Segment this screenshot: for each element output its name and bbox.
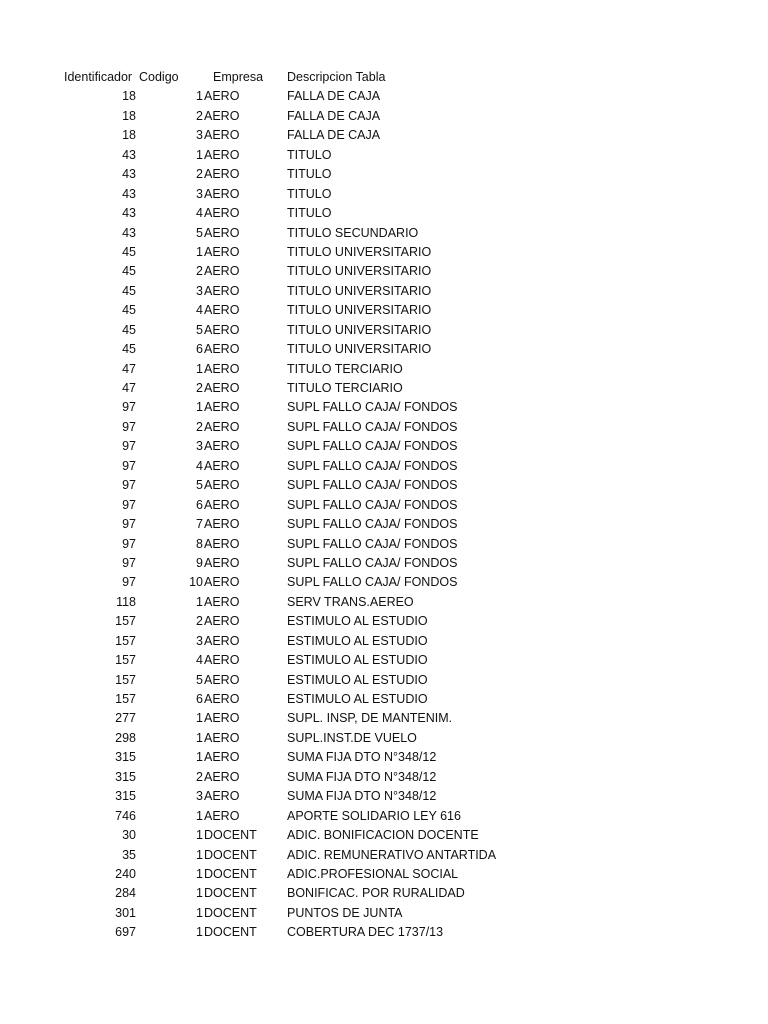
table-row (0, 651, 768, 670)
cell-identificador: 97 (122, 419, 136, 434)
cell-identificador: 45 (122, 244, 136, 259)
table-row (0, 379, 768, 398)
cell-codigo: 9 (196, 555, 203, 570)
cell-empresa: AERO (204, 517, 240, 532)
cell-identificador: 18 (122, 128, 136, 143)
cell-descripcion: SUPL FALLO CAJA/ FONDOS (287, 536, 458, 551)
cell-descripcion: SUPL FALLO CAJA/ FONDOS (287, 555, 458, 570)
cell-empresa: AERO (204, 750, 240, 765)
cell-descripcion: TITULO UNIVERSITARIO (287, 264, 432, 279)
cell-identificador: 315 (115, 750, 136, 765)
header-codigo: Codigo (139, 70, 179, 84)
cell-descripcion: FALLA DE CAJA (287, 128, 381, 143)
cell-empresa: AERO (204, 283, 240, 298)
cell-descripcion: SUPL FALLO CAJA/ FONDOS (287, 497, 458, 512)
cell-codigo: 1 (196, 89, 203, 104)
cell-descripcion: TITULO UNIVERSITARIO (287, 283, 432, 298)
cell-codigo: 2 (196, 769, 203, 784)
cell-codigo: 5 (196, 225, 203, 240)
cell-codigo: 6 (196, 497, 203, 512)
spreadsheet-table (0, 68, 768, 943)
cell-codigo: 1 (196, 750, 203, 765)
cell-identificador: 97 (122, 555, 136, 570)
cell-empresa: AERO (204, 730, 240, 745)
cell-codigo: 1 (196, 847, 203, 862)
cell-codigo: 5 (196, 322, 203, 337)
cell-identificador: 97 (122, 517, 136, 532)
table-row (0, 612, 768, 631)
cell-descripcion: SUPL FALLO CAJA/ FONDOS (287, 400, 458, 415)
cell-identificador: 45 (122, 342, 136, 357)
cell-descripcion: ESTIMULO AL ESTUDIO (287, 633, 428, 648)
table-row (0, 787, 768, 806)
cell-empresa: AERO (204, 206, 240, 221)
cell-identificador: 301 (115, 905, 136, 920)
cell-descripcion: SUPL FALLO CAJA/ FONDOS (287, 478, 458, 493)
cell-identificador: 97 (122, 458, 136, 473)
cell-empresa: DOCENT (204, 828, 257, 843)
cell-codigo: 3 (196, 186, 203, 201)
cell-identificador: 240 (115, 866, 136, 881)
table-row (0, 923, 768, 942)
table-row (0, 243, 768, 262)
cell-descripcion: SUMA FIJA DTO N°348/12 (287, 789, 437, 804)
table-row (0, 535, 768, 554)
table-row (0, 224, 768, 243)
cell-empresa: AERO (204, 244, 240, 259)
cell-identificador: 45 (122, 322, 136, 337)
table-row (0, 476, 768, 495)
table-row (0, 515, 768, 534)
cell-codigo: 1 (196, 147, 203, 162)
cell-descripcion: TITULO UNIVERSITARIO (287, 342, 432, 357)
cell-codigo: 1 (196, 244, 203, 259)
cell-descripcion: SUPL FALLO CAJA/ FONDOS (287, 458, 458, 473)
table-row (0, 496, 768, 515)
cell-codigo: 5 (196, 478, 203, 493)
cell-descripcion: SUPL FALLO CAJA/ FONDOS (287, 575, 458, 590)
table-row (0, 632, 768, 651)
table-row (0, 204, 768, 223)
cell-descripcion: SUPL.INST.DE VUELO (287, 730, 417, 745)
cell-codigo: 3 (196, 439, 203, 454)
cell-descripcion: TITULO UNIVERSITARIO (287, 303, 432, 318)
cell-codigo: 1 (196, 808, 203, 823)
cell-descripcion: SUMA FIJA DTO N°348/12 (287, 769, 437, 784)
cell-identificador: 315 (115, 789, 136, 804)
cell-identificador: 43 (122, 206, 136, 221)
cell-identificador: 746 (115, 808, 136, 823)
cell-identificador: 157 (115, 633, 136, 648)
cell-identificador: 97 (122, 575, 136, 590)
cell-empresa: AERO (204, 633, 240, 648)
table-row (0, 340, 768, 359)
table-row (0, 282, 768, 301)
cell-codigo: 6 (196, 692, 203, 706)
cell-codigo: 1 (196, 361, 203, 376)
cell-descripcion: SUPL FALLO CAJA/ FONDOS (287, 517, 458, 532)
cell-empresa: AERO (204, 536, 240, 551)
cell-descripcion: TITULO TERCIARIO (287, 381, 403, 395)
table-row (0, 87, 768, 106)
cell-codigo: 1 (196, 828, 203, 843)
cell-descripcion: FALLA DE CAJA (287, 108, 381, 123)
cell-identificador: 157 (115, 692, 136, 706)
table-body (0, 87, 768, 942)
table-row (0, 554, 768, 573)
cell-empresa: AERO (204, 672, 240, 687)
table-row (0, 865, 768, 884)
cell-codigo: 4 (196, 303, 203, 318)
cell-empresa: AERO (204, 478, 240, 493)
cell-identificador: 45 (122, 283, 136, 298)
table-row (0, 768, 768, 787)
cell-empresa: AERO (204, 419, 240, 434)
table-row (0, 301, 768, 320)
cell-identificador: 30 (122, 828, 136, 843)
cell-codigo: 2 (196, 419, 203, 434)
cell-descripcion: ESTIMULO AL ESTUDIO (287, 614, 428, 629)
cell-codigo: 2 (196, 614, 203, 629)
cell-empresa: AERO (204, 167, 240, 182)
cell-empresa: AERO (204, 789, 240, 804)
cell-empresa: AERO (204, 89, 240, 104)
cell-identificador: 47 (122, 381, 136, 395)
cell-descripcion: SUPL FALLO CAJA/ FONDOS (287, 439, 458, 454)
table-row (0, 904, 768, 923)
header-descripcion: Descripcion Tabla (287, 70, 386, 84)
table-row (0, 418, 768, 437)
table-row (0, 573, 768, 592)
cell-descripcion: TITULO UNIVERSITARIO (287, 244, 432, 259)
cell-identificador: 298 (115, 730, 136, 745)
cell-descripcion: TITULO TERCIARIO (287, 361, 403, 376)
cell-identificador: 45 (122, 303, 136, 318)
cell-empresa: DOCENT (204, 905, 257, 920)
cell-empresa: DOCENT (204, 847, 257, 862)
header-empresa: Empresa (213, 70, 264, 84)
cell-codigo: 4 (196, 206, 203, 221)
cell-empresa: AERO (204, 128, 240, 143)
table-row (0, 593, 768, 612)
cell-codigo: 7 (196, 517, 203, 532)
cell-empresa: AERO (204, 342, 240, 357)
cell-codigo: 5 (196, 672, 203, 687)
cell-empresa: AERO (204, 361, 240, 376)
cell-descripcion: ESTIMULO AL ESTUDIO (287, 672, 428, 687)
cell-empresa: AERO (204, 711, 240, 726)
cell-codigo: 2 (196, 167, 203, 182)
cell-descripcion: ESTIMULO AL ESTUDIO (287, 692, 428, 706)
cell-empresa: AERO (204, 322, 240, 337)
table-row (0, 690, 768, 709)
cell-identificador: 45 (122, 264, 136, 279)
cell-descripcion: ADIC. REMUNERATIVO ANTARTIDA (287, 847, 497, 862)
table-row (0, 398, 768, 417)
cell-empresa: AERO (204, 225, 240, 240)
cell-codigo: 2 (196, 108, 203, 123)
cell-empresa: AERO (204, 614, 240, 629)
table-row (0, 748, 768, 767)
cell-codigo: 2 (196, 381, 203, 395)
cell-identificador: 97 (122, 400, 136, 415)
header-identificador: Identificador (64, 70, 133, 84)
table-row (0, 262, 768, 281)
cell-empresa: AERO (204, 594, 240, 609)
cell-identificador: 97 (122, 439, 136, 454)
table-row (0, 884, 768, 903)
cell-identificador: 157 (115, 653, 136, 668)
cell-identificador: 43 (122, 225, 136, 240)
cell-empresa: DOCENT (204, 866, 257, 881)
table-row (0, 126, 768, 145)
table-row (0, 457, 768, 476)
cell-descripcion: TITULO UNIVERSITARIO (287, 322, 432, 337)
cell-empresa: DOCENT (204, 886, 257, 901)
cell-empresa: AERO (204, 653, 240, 668)
cell-empresa: DOCENT (204, 925, 257, 940)
table-row (0, 826, 768, 845)
cell-identificador: 43 (122, 186, 136, 201)
cell-descripcion: TITULO (287, 206, 332, 221)
cell-descripcion: BONIFICAC. POR RURALIDAD (287, 886, 465, 901)
cell-codigo: 1 (196, 594, 203, 609)
cell-codigo: 3 (196, 128, 203, 143)
cell-identificador: 35 (122, 847, 136, 862)
cell-empresa: AERO (204, 381, 240, 395)
cell-descripcion: TITULO SECUNDARIO (287, 225, 419, 240)
cell-empresa: AERO (204, 147, 240, 162)
cell-empresa: AERO (204, 555, 240, 570)
cell-identificador: 157 (115, 614, 136, 629)
cell-codigo: 1 (196, 866, 203, 881)
cell-empresa: AERO (204, 575, 240, 590)
cell-identificador: 97 (122, 536, 136, 551)
cell-identificador: 47 (122, 361, 136, 376)
cell-identificador: 43 (122, 147, 136, 162)
cell-identificador: 43 (122, 167, 136, 182)
table-row (0, 671, 768, 690)
cell-descripcion: TITULO (287, 167, 332, 182)
table-row (0, 360, 768, 379)
cell-codigo: 8 (196, 536, 203, 551)
cell-codigo: 4 (196, 458, 203, 473)
table-row (0, 729, 768, 748)
cell-codigo: 1 (196, 905, 203, 920)
cell-codigo: 6 (196, 342, 203, 357)
cell-descripcion: SUPL. INSP, DE MANTENIM. (287, 711, 453, 726)
cell-identificador: 315 (115, 769, 136, 784)
table-row (0, 165, 768, 184)
cell-descripcion: ADIC. BONIFICACION DOCENTE (287, 828, 479, 843)
table-header-row (0, 68, 768, 87)
cell-descripcion: TITULO (287, 147, 332, 162)
cell-descripcion: SUPL FALLO CAJA/ FONDOS (287, 419, 458, 434)
cell-empresa: AERO (204, 497, 240, 512)
table-row (0, 437, 768, 456)
cell-descripcion: PUNTOS DE JUNTA (287, 905, 403, 920)
cell-empresa: AERO (204, 808, 240, 823)
cell-empresa: AERO (204, 439, 240, 454)
table-row (0, 846, 768, 865)
cell-identificador: 284 (115, 886, 136, 901)
cell-empresa: AERO (204, 692, 240, 706)
cell-identificador: 118 (116, 594, 136, 609)
cell-codigo: 1 (196, 925, 203, 940)
cell-identificador: 18 (122, 108, 136, 123)
cell-identificador: 157 (115, 672, 136, 687)
table-row (0, 807, 768, 826)
cell-empresa: AERO (204, 186, 240, 201)
table-row (0, 321, 768, 340)
cell-descripcion: TITULO (287, 186, 332, 201)
cell-identificador: 18 (122, 89, 136, 104)
cell-codigo: 1 (196, 400, 203, 415)
cell-codigo: 2 (196, 264, 203, 279)
cell-empresa: AERO (204, 303, 240, 318)
table-row (0, 107, 768, 126)
cell-descripcion: SUMA FIJA DTO N°348/12 (287, 750, 437, 765)
cell-identificador: 97 (122, 497, 136, 512)
cell-codigo: 3 (196, 633, 203, 648)
cell-empresa: AERO (204, 264, 240, 279)
cell-descripcion: COBERTURA DEC 1737/13 (287, 925, 444, 940)
cell-empresa: AERO (204, 108, 240, 123)
cell-codigo: 1 (196, 886, 203, 901)
cell-identificador: 277 (115, 711, 136, 726)
cell-descripcion: FALLA DE CAJA (287, 89, 381, 104)
cell-codigo: 1 (196, 711, 203, 726)
cell-descripcion: ADIC.PROFESIONAL SOCIAL (287, 866, 459, 881)
cell-codigo: 10 (189, 575, 203, 590)
cell-empresa: AERO (204, 769, 240, 784)
cell-empresa: AERO (204, 400, 240, 415)
cell-codigo: 3 (196, 283, 203, 298)
cell-codigo: 4 (196, 653, 203, 668)
cell-descripcion: ESTIMULO AL ESTUDIO (287, 653, 428, 668)
table-row (0, 146, 768, 165)
cell-empresa: AERO (204, 458, 240, 473)
cell-identificador: 697 (115, 925, 136, 940)
table-row (0, 185, 768, 204)
cell-identificador: 97 (122, 478, 136, 493)
cell-codigo: 3 (196, 789, 203, 804)
cell-codigo: 1 (196, 730, 203, 745)
cell-descripcion: SERV TRANS.AEREO (287, 594, 414, 609)
cell-descripcion: APORTE SOLIDARIO LEY 616 (287, 808, 461, 823)
table-row (0, 709, 768, 728)
